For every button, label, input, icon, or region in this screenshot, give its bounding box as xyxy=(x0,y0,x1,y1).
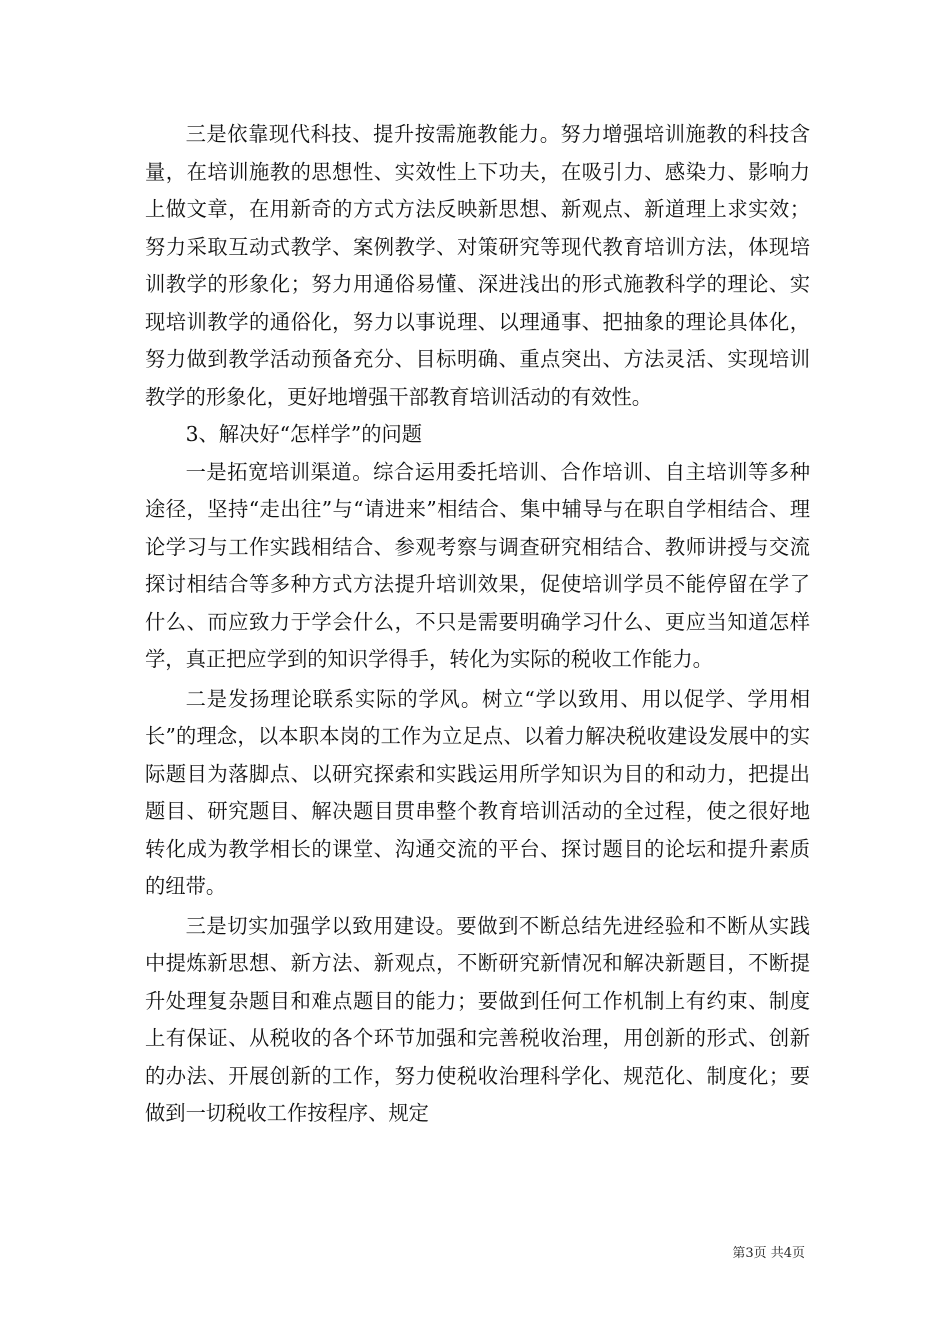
section-heading-how-to-learn: 3、解决好“怎样学”的问题 xyxy=(185,422,423,446)
page-number-footer: 第3页 共4页 xyxy=(732,1246,805,1261)
paragraph-training-channels: 一是拓宽培训渠道。综合运用委托培训、合作培训、自主培训等多种途径，坚持“走出往”与“请进来”相结合、集中辅导与在职自学相结合、理论学习与工作实践相结合、参观考察与调查研究相结合、教师讲授与交流探讨相结合等多种方式方法提升培训效果，促使培训学员不能停留在学了什么、而应致力于学会什么，不只是需要明确学习什么、更应当知道怎样学，真正把应学到的知识学得手，转化为实际的税收工作能力。 xyxy=(145,459,810,671)
paragraph-study-style: 二是发扬理论联系实际的学风。树立“学以致用、用以促学、学用相长”的理念，以本职本岗的工作为立足点、以着力解决税收建设发展中的实际题目为落脚点、以研究探索和实践运用所学知识为目的和动力，把提出题目、研究题目、解决题目贯串整个教育培训活动的全过程，使之很好地转化成为教学相长的课堂、沟通交流的平台、探讨题目的论坛和提升素质的纽带。 xyxy=(145,686,810,898)
paragraph-technology: 三是依靠现代科技、提升按需施教能力。努力增强培训施教的科技含量，在培训施教的思想性、实效性上下功夫，在吸引力、感染力、影响力上做文章，在用新奇的方式方法反映新思想、新观点、新道理上求实效；努力采取互动式教学、案例教学、对策研究等现代教育培训方法，体现培训教学的形象化；努力用通俗易懂、深进浅出的形式施教科学的理论、实现培训教学的通俗化，努力以事说理、以理通事、把抽象的理论具体化，努力做到教学活动预备充分、目标明确、重点突出、方法灵活、实现培训教学的形象化，更好地增强干部教育培训活动的有效性。 xyxy=(145,122,810,409)
paragraph-apply-learning: 三是切实加强学以致用建设。要做到不断总结先进经验和不断从实践中提炼新思想、新方法、新观点，不断研究新情况和解决新题目，不断提升处理复杂题目和难点题目的能力；要做到任何工作机制上有约束、制度上有保证、从税收的各个环节加强和完善税收治理，用创新的形式、创新的办法、开展创新的工作，努力使税收治理科学化、规范化、制度化；要做到一切税收工作按程序、规定 xyxy=(145,913,810,1125)
document-body xyxy=(145,116,810,1133)
